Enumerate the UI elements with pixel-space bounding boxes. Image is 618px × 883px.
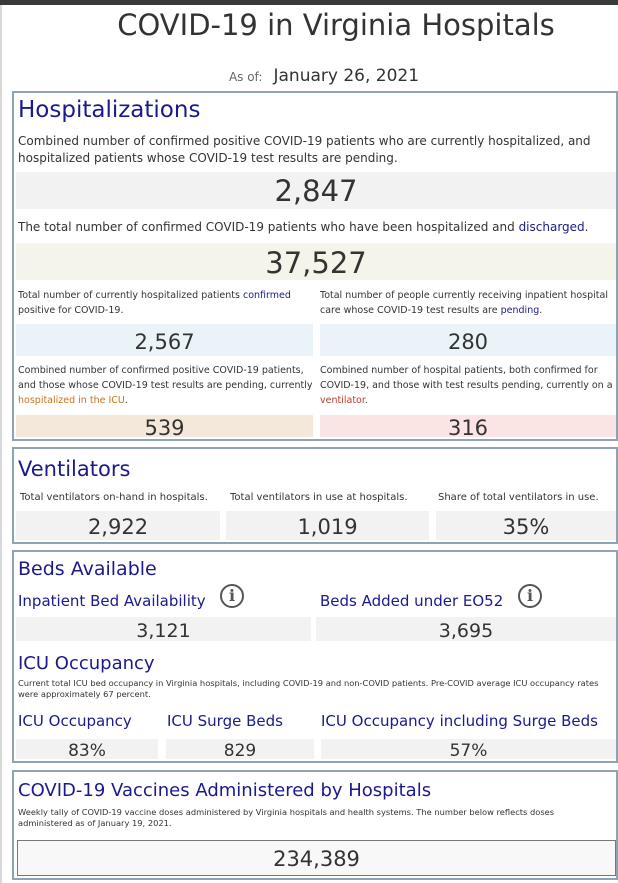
as-of-label: As of: [228, 70, 263, 84]
icu-value: 539 [16, 415, 313, 437]
pending-value: 280 [320, 324, 616, 356]
icu-occupancy-title: ICU Occupancy [18, 653, 155, 674]
icu-occupancy-description: Current total ICU bed occupancy in Virginia hospitals, including COVID-19 and non-COVID patients. Pre-COVID average ICU occupancy rates were approximately 67 percent. [18, 678, 599, 699]
ventilator-value: 316 [320, 415, 616, 437]
ventilators-share-value: 35% [436, 511, 616, 540]
combined-description: Combined number of confirmed positive COVID-19 patients who are currently hospitalized, and hospitalized patients whose COVID-19 test results are pending. [18, 134, 591, 165]
inpatient-bed-value: 3,121 [16, 617, 311, 641]
ventilators-in-use-label: Total ventilators in use at hospitals. [230, 492, 408, 503]
icu-description: Combined number of confirmed positive COVID-19 patients, and those whose COVID-19 test results are pending, currently hospitalized in the ICU. [18, 365, 313, 406]
beds-panel [12, 550, 618, 763]
discharged-description: The total number of confirmed COVID-19 patients who have been hospitalized and discharged. [18, 220, 589, 234]
icu-surge-beds-value: 829 [166, 739, 314, 759]
icu-occupancy-surge-value: 57% [321, 739, 616, 759]
pending-description: Total number of people currently receiving inpatient hospital care whose COVID-19 test results are pending. [320, 290, 608, 316]
combined-value: 2,847 [16, 172, 616, 209]
left-edge-line [0, 5, 2, 883]
beds-added-info-icon[interactable]: i [518, 584, 542, 608]
ventilators-title: Ventilators [18, 457, 131, 481]
ventilators-in-use-value: 1,019 [226, 511, 429, 540]
beds-added-label: Beds Added under EO52 [320, 592, 504, 610]
page-title: COVID-19 in Virginia Hospitals [117, 8, 555, 42]
vaccines-description: Weekly tally of COVID-19 vaccine doses administered by Virginia hospitals and health systems. The number below reflects doses administered as of January 19, 2021. [18, 807, 555, 828]
icu-occupancy-surge-label: ICU Occupancy including Surge Beds [321, 712, 598, 730]
icu-surge-beds-label: ICU Surge Beds [167, 712, 283, 730]
icu-occupancy-value: 83% [16, 739, 158, 759]
vaccines-title: COVID-19 Vaccines Administered by Hospitals [18, 780, 432, 801]
top-bar [0, 0, 618, 5]
inpatient-info-icon[interactable]: i [220, 584, 244, 608]
ventilator-description: Combined number of hospital patients, both confirmed for COVID-19, and those with test results pending, currently on a ventilator. [320, 365, 613, 406]
inpatient-bed-label: Inpatient Bed Availability [18, 592, 206, 610]
ventilators-share-label: Share of total ventilators in use. [438, 492, 599, 503]
hospitalizations-panel [12, 91, 618, 441]
ventilators-panel [12, 447, 618, 544]
beds-title: Beds Available [18, 558, 157, 580]
ventilators-on-hand-value: 2,922 [16, 511, 220, 540]
discharged-value: 37,527 [16, 243, 616, 280]
icu-occupancy-label: ICU Occupancy [18, 712, 132, 730]
as-of-date: January 26, 2021 [273, 66, 420, 86]
ventilators-on-hand-label: Total ventilators on-hand in hospitals. [20, 492, 208, 503]
beds-added-value: 3,695 [316, 617, 616, 641]
confirmed-value: 2,567 [16, 324, 313, 356]
hospitalizations-title: Hospitalizations [18, 97, 201, 123]
confirmed-description: Total number of currently hospitalized patients confirmed positive for COVID-19. [18, 290, 291, 316]
vaccines-value: 234,389 [17, 840, 616, 876]
vaccines-panel [12, 770, 618, 880]
as-of-line [0, 66, 618, 86]
